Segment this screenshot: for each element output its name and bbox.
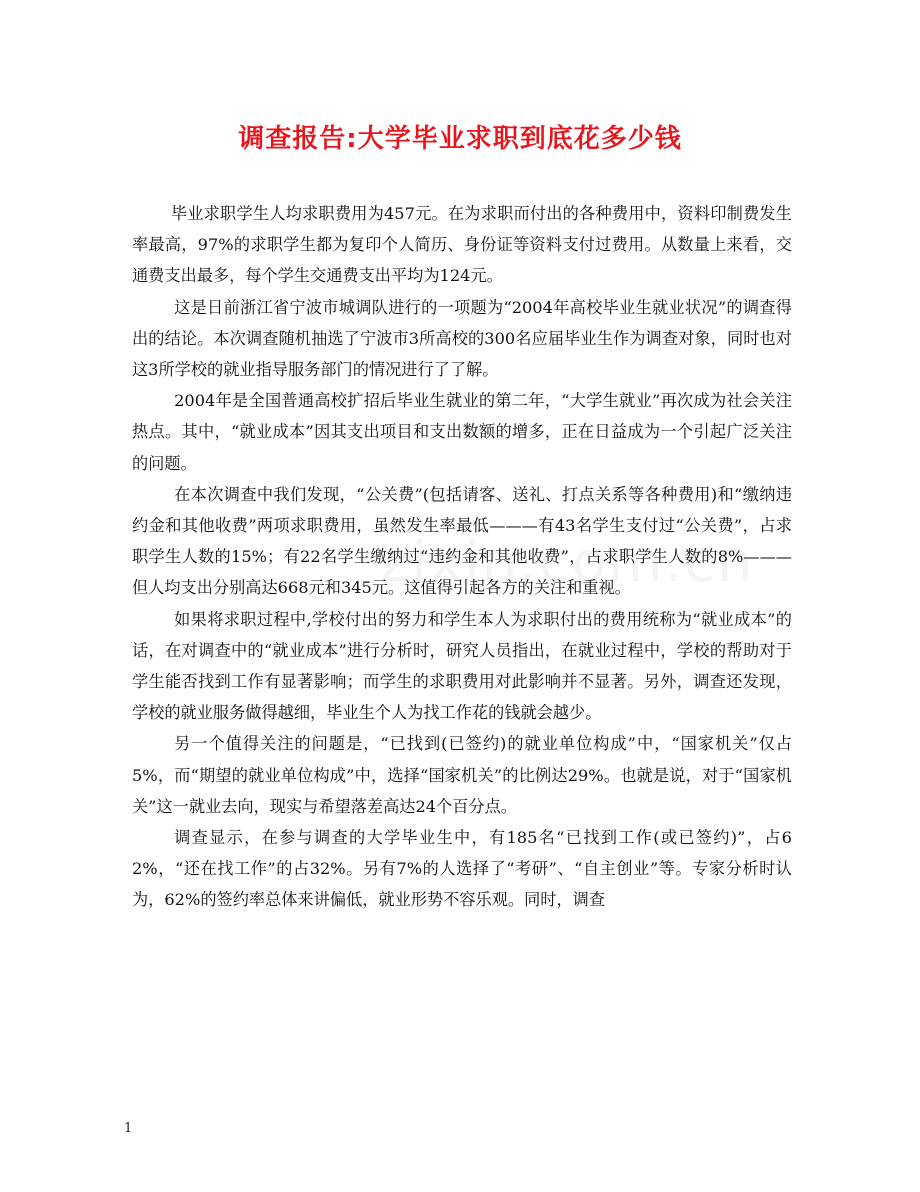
paragraph-2: 这是日前浙江省宁波市城调队进行的一项题为“2004年高校毕业生就业状况”的调查得出的结论。本次调查随机抽选了宁波市3所高校的300名应届毕业生作为调查对象，同时也对这3所学校的就业指导服务部门的情况进行了了解。 [132, 297, 792, 380]
paragraph-5: 如果将求职过程中,学校付出的努力和学生本人为求职付出的费用统称为“就业成本”的话，在对调查中的“就业成本”进行分析时，研究人员指出，在就业过程中，学校的帮助对于学生能否找到工作有显著影响；而学生的求职费用对此影响并不显著。另外，调查还发现，学校的就业服务做得越细，毕业生个人为找工作花的钱就会越少。 [132, 609, 792, 723]
document-title: 调查报告:大学毕业求职到底花多少钱 [238, 124, 682, 154]
paragraph-4: 在本次调查中我们发现，“公关费”(包括请客、送礼、打点关系等各种费用)和“缴纳违约金和其他收费”两项求职费用，虽然发生率最低———有43名学生支付过“公关费”，占求职学生人数的15%；有22名学生缴纳过“违约金和其他收费”，占求职学生人数的8%———但人均支出分别高达668元和345元。这值得引起各方的关注和重视。 [132, 484, 793, 598]
page-number: 1 [124, 1121, 133, 1136]
document-body [132, 198, 792, 916]
paragraph-6: 另一个值得关注的问题是，“已找到(已签约)的就业单位构成”中，“国家机关”仅占5%，而“期望的就业单位构成”中，选择“国家机关”的比例达29%。也就是说，对于“国家机关”这一就业去向，现实与希望落差高达24个百分点。 [132, 734, 792, 816]
paragraph-7: 调查显示，在参与调查的大学毕业生中，有185名“已找到工作(或已签约)”，占62%，“还在找工作”的占32%。另有7%的人选择了“考研”、“自主创业”等。专家分析时认为，62%的签约率总体来讲偏低，就业形势不容乐观。同时，调查 [132, 828, 792, 910]
paragraph-3: 2004年是全国普通高校扩招后毕业生就业的第二年，“大学生就业”再次成为社会关注热点。其中，“就业成本”因其支出项目和支出数额的增多，正在日益成为一个引起广泛关注的问题。 [132, 391, 792, 473]
paragraph-1: 毕业求职学生人均求职费用为457元。在为求职而付出的各种费用中，资料印制费发生率最高，97%的求职学生都为复印个人简历、身份证等资料支付过费用。从数量上来看，交通费支出最多，每个学生交通费支出平均为124元。 [132, 204, 792, 286]
